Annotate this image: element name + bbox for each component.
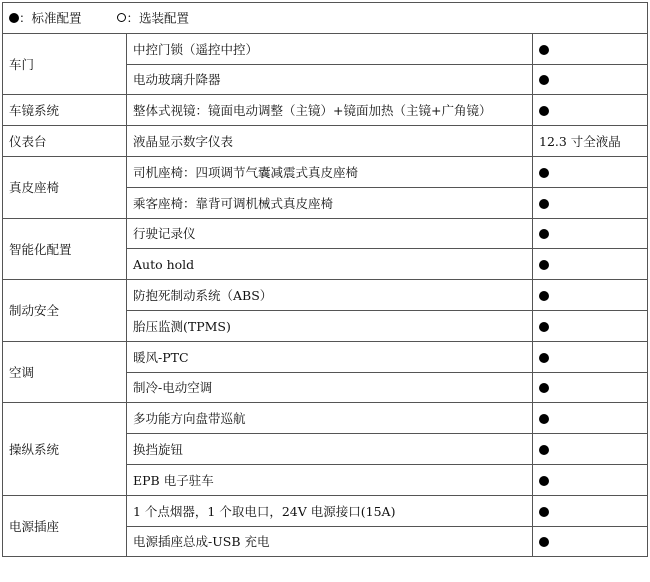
feature-cell: 整体式视镜：镜面电动调整（主镜）+镜面加热（主镜+广角镜）: [127, 95, 533, 126]
category-cell: 空调: [3, 341, 127, 403]
standard-dot-icon: [539, 445, 549, 455]
value-cell: [533, 310, 648, 341]
standard-dot-icon: [539, 260, 549, 270]
feature-cell: 电源插座总成-USB 充电: [127, 526, 533, 557]
value-cell: 12.3 寸全液晶: [533, 126, 648, 157]
standard-dot-icon: [539, 75, 549, 85]
table-row: [3, 218, 648, 249]
legend-cell: [3, 3, 648, 34]
value-cell: [533, 434, 648, 465]
feature-cell: 中控门锁（遥控中控）: [127, 33, 533, 64]
category-cell: 真皮座椅: [3, 156, 127, 218]
legend-standard-label: ：标准配置: [19, 10, 82, 26]
standard-dot-icon: [539, 537, 549, 547]
feature-cell: 液晶显示数字仪表: [127, 126, 533, 157]
category-cell: 智能化配置: [3, 218, 127, 280]
table-row: [3, 95, 648, 126]
value-cell: [533, 218, 648, 249]
standard-dot-icon: [539, 291, 549, 301]
feature-cell: 换挡旋钮: [127, 434, 533, 465]
standard-dot-icon: [539, 507, 549, 517]
table-row: [3, 126, 648, 157]
category-cell: 车镜系统: [3, 95, 127, 126]
feature-cell: 司机座椅：四项调节气囊减震式真皮座椅: [127, 156, 533, 187]
category-cell: 仪表台: [3, 126, 127, 157]
standard-dot-icon: [539, 229, 549, 239]
feature-cell: 电动玻璃升降器: [127, 64, 533, 95]
standard-dot-icon: [539, 476, 549, 486]
standard-dot-icon: [539, 322, 549, 332]
standard-dot-icon: [539, 45, 549, 55]
config-table-body: [3, 3, 648, 557]
value-cell: [533, 526, 648, 557]
value-cell: [533, 156, 648, 187]
category-cell: 操纵系统: [3, 403, 127, 495]
table-row: [3, 403, 648, 434]
value-cell: [533, 372, 648, 403]
feature-cell: 行驶记录仪: [127, 218, 533, 249]
table-row: [3, 33, 648, 64]
table-row: [3, 280, 648, 311]
category-cell: 电源插座: [3, 495, 127, 557]
feature-cell: 防抱死制动系统（ABS）: [127, 280, 533, 311]
table-row: [3, 156, 648, 187]
feature-cell: 制冷-电动空调: [127, 372, 533, 403]
standard-dot-icon: [539, 353, 549, 363]
table-row: [3, 341, 648, 372]
value-cell: [533, 495, 648, 526]
legend: [9, 9, 189, 24]
standard-dot-icon: [539, 168, 549, 178]
feature-cell: 胎压监测(TPMS): [127, 310, 533, 341]
feature-cell: 乘客座椅：靠背可调机械式真皮座椅: [127, 187, 533, 218]
value-cell: [533, 341, 648, 372]
feature-cell: EPB 电子驻车: [127, 464, 533, 495]
value-cell: [533, 403, 648, 434]
value-cell: [533, 249, 648, 280]
feature-cell: 1 个点烟器，1 个取电口，24V 电源接口(15A): [127, 495, 533, 526]
category-cell: 制动安全: [3, 280, 127, 342]
feature-cell: Auto hold: [127, 249, 533, 280]
feature-cell: 暖风-PTC: [127, 341, 533, 372]
table-row: [3, 495, 648, 526]
value-cell: [533, 64, 648, 95]
value-cell: [533, 33, 648, 64]
legend-optional-label: ：选装配置: [126, 10, 189, 26]
value-cell: [533, 95, 648, 126]
value-cell: [533, 187, 648, 218]
feature-cell: 多功能方向盘带巡航: [127, 403, 533, 434]
value-cell: [533, 280, 648, 311]
standard-dot-icon: [539, 106, 549, 116]
category-cell: 车门: [3, 33, 127, 95]
standard-dot-icon: [539, 383, 549, 393]
legend-row: [3, 3, 648, 34]
standard-dot-icon: [539, 414, 549, 424]
config-table: [2, 2, 648, 557]
standard-dot-icon: [539, 199, 549, 209]
value-cell: [533, 464, 648, 495]
standard-dot-icon: [9, 13, 19, 23]
